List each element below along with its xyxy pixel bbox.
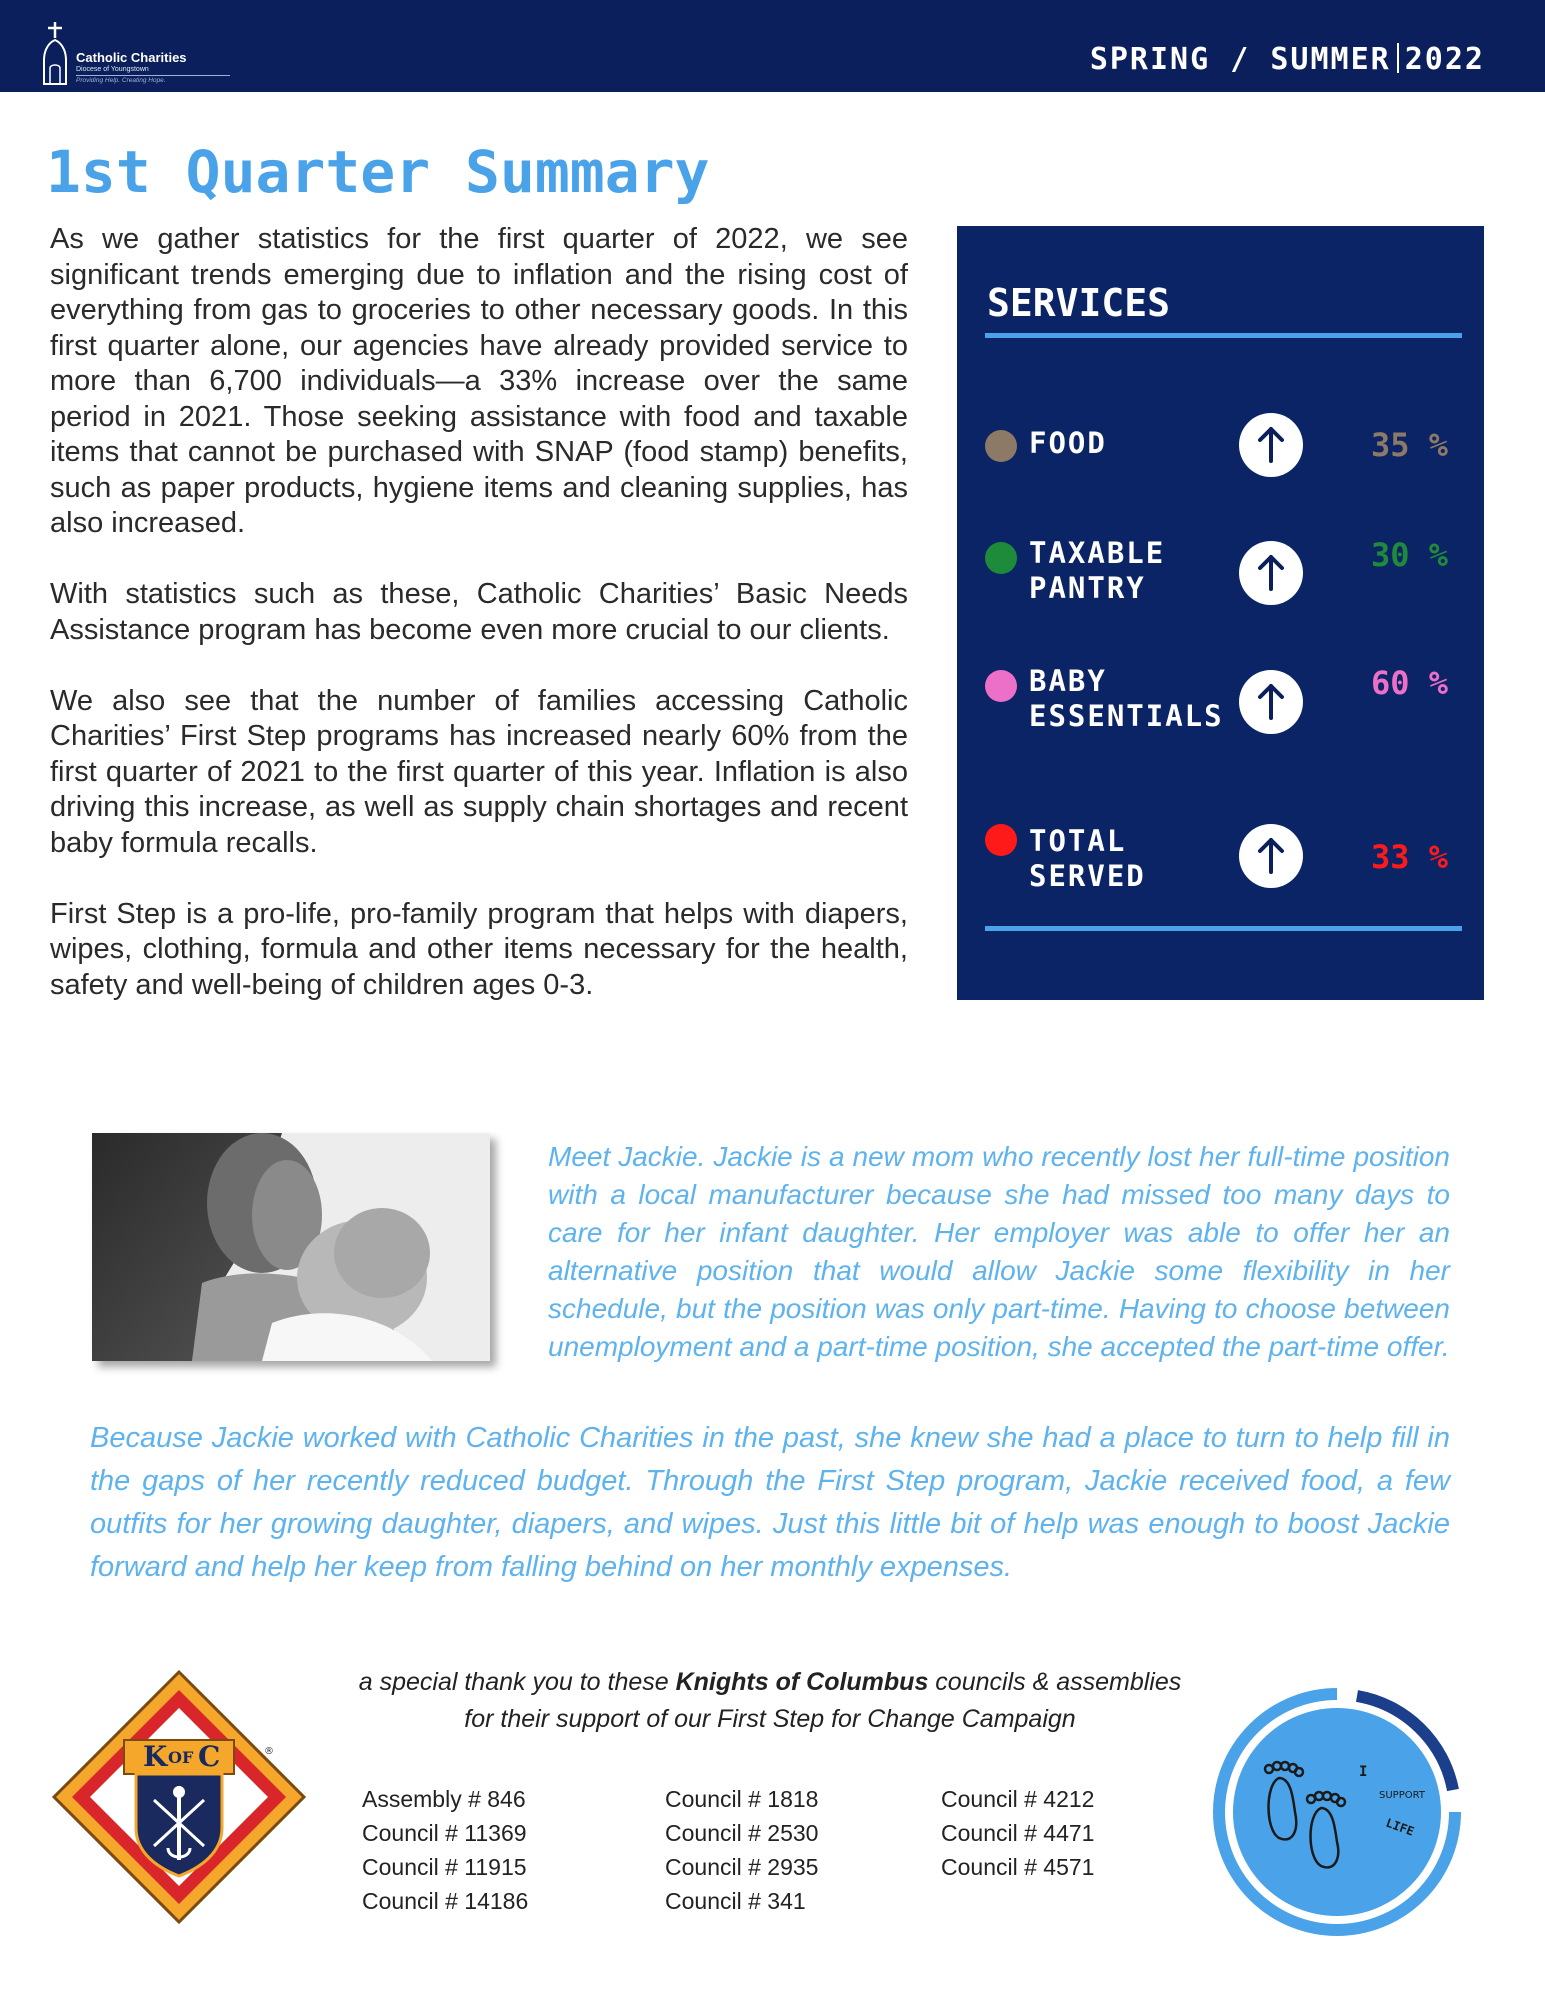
service-label: TOTAL SERVED (1029, 824, 1146, 893)
service-percent: 60 % (1370, 664, 1448, 702)
council-item: Council # 1818 (665, 1786, 819, 1812)
thanks-pre: a special thank you to these (358, 1668, 676, 1696)
summary-paragraph: With statistics such as these, Catholic Charities’ Basic Needs Assistance program has become even more crucial to our clients. (50, 578, 908, 646)
council-item: Council # 11915 (362, 1854, 527, 1880)
total-color-dot (985, 824, 1017, 856)
up-arrow-icon (1239, 824, 1303, 888)
service-label: TAXABLE PANTRY (1029, 536, 1166, 605)
knights-of-columbus-emblem (50, 1668, 308, 1926)
services-bottom-rule (985, 926, 1462, 931)
church-cross-icon (38, 20, 72, 86)
org-diocese: Diocese of Youngstown (76, 66, 149, 73)
issue-divider (1397, 43, 1399, 73)
issue-season: SPRING / SUMMER (1089, 42, 1391, 77)
page-title: 1st Quarter Summary (46, 138, 710, 206)
issue-label (1090, 42, 1485, 77)
councils-column-1 (362, 1782, 528, 1918)
up-arrow-icon (1239, 541, 1303, 605)
story-continuation: Because Jackie worked with Catholic Charities in the past, she knew she had a place to turn to help fill in the gaps of her recently reduced budget. Through the First Step program, Jackie received food, a few outfits for her growing daughter, diapers, and wipes. Just this little bit of help was enough to boost Jackie forward and help her keep from falling behind on her monthly expenses. (90, 1422, 1450, 1583)
badge-text-i: I (1359, 1764, 1368, 1780)
council-item: Council # 4212 (941, 1786, 1095, 1812)
org-name: Catholic Charities (76, 50, 187, 65)
service-label: FOOD (1029, 426, 1107, 460)
registered-mark: ® (264, 1746, 274, 1757)
councils-column-2 (665, 1782, 818, 1918)
thanks-post: councils & assemblies (928, 1668, 1182, 1696)
taxable-color-dot (985, 542, 1017, 574)
badge-text-life: LIFE (1383, 1815, 1416, 1839)
thanks-line2: for their support of our First Step for Change Campaign (464, 1705, 1076, 1733)
council-item: Council # 2530 (665, 1820, 819, 1846)
kofc-letter-of: OF (168, 1748, 194, 1767)
council-item: Council # 4571 (941, 1854, 1095, 1880)
council-item: Council # 2935 (665, 1854, 819, 1880)
summary-paragraph: First Step is a pro-life, pro-family program that helps with diapers, wipes, clothing, formula and other items necessary for the health, safety and well-being of children ages 0-3. (50, 897, 908, 1001)
service-percent: 35 % (1370, 426, 1448, 464)
mother-baby-photo (92, 1133, 490, 1361)
logo-divider (76, 75, 230, 76)
baby-color-dot (985, 670, 1017, 702)
story-intro: Meet Jackie. Jackie is a new mom who recently lost her full-time position with a local manufacturer because she had missed too many days to care for her infant daughter. Her employer was able to offer her an alternative position that would allow Jackie some flexibility in her schedule, but the position was only part-time. Having to choose between unemployment and a part-time position, she accepted the part-time offer. (548, 1141, 1450, 1362)
food-color-dot (985, 430, 1017, 462)
badge-text-support: SUPPORT (1379, 1790, 1425, 1801)
council-item: Assembly # 846 (362, 1786, 526, 1812)
issue-year: 2022 (1404, 42, 1485, 77)
catholic-charities-logo[interactable] (38, 20, 208, 86)
i-support-life-badge (1187, 1680, 1487, 1940)
services-top-rule (985, 333, 1462, 338)
council-item: Council # 11369 (362, 1820, 527, 1846)
summary-text (50, 222, 908, 1039)
up-arrow-icon (1239, 413, 1303, 477)
service-label: BABY ESSENTIALS (1029, 664, 1224, 733)
summary-paragraph: We also see that the number of families accessing Catholic Charities’ First Step programs has increased nearly 60% from the first quarter of 2021 to the first quarter of this year. Inflation is also driving this increase, as well as supply chain shortages and recent baby formula recalls. (50, 684, 908, 859)
thanks-org: Knights of Columbus (675, 1668, 929, 1696)
service-percent: 33 % (1370, 838, 1448, 876)
org-tagline: Providing Help. Creating Hope. (76, 77, 166, 84)
summary-paragraph: As we gather statistics for the first quarter of 2022, we see significant trends emerging due to inflation and the rising cost of everything from gas to groceries to other necessary goods. In this first quarter alone, our agencies have already provided service to more than 6,700 individuals—a 33% increase over the same period in 2021. Those seeking assistance with food and taxable items that cannot be purchased with SNAP (food stamp) benefits, such as paper products, hygiene items and cleaning supplies, has also increased. (50, 223, 908, 539)
service-percent: 30 % (1370, 536, 1448, 574)
council-item: Council # 14186 (362, 1888, 529, 1914)
services-panel (957, 226, 1484, 1000)
kofc-letter-c: C (198, 1740, 221, 1773)
header-bar (0, 0, 1545, 92)
councils-column-3 (941, 1782, 1094, 1884)
kofc-letter-k: K (143, 1740, 168, 1773)
thank-you-note (320, 1664, 1220, 1738)
council-item: Council # 4471 (941, 1820, 1095, 1846)
council-item: Council # 341 (665, 1888, 806, 1914)
up-arrow-icon (1239, 670, 1303, 734)
services-title: SERVICES (987, 281, 1171, 325)
